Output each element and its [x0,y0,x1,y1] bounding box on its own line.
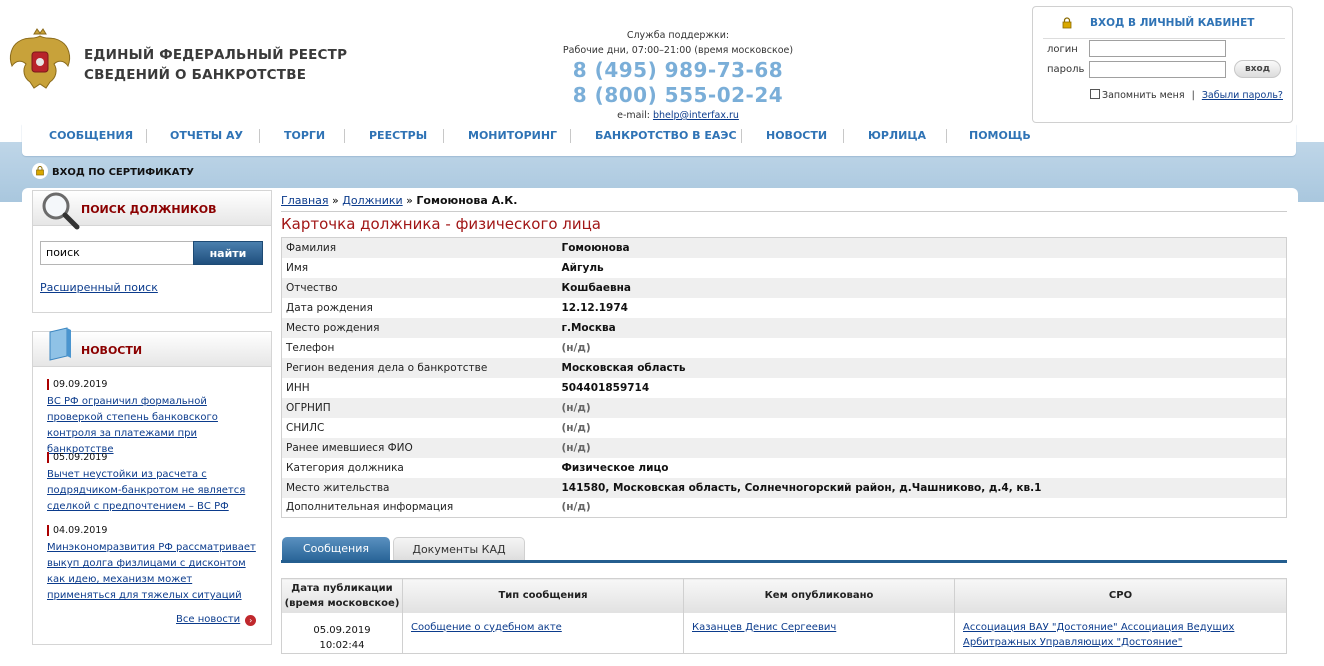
messages-table [281,578,1287,654]
info-value: (н/д) [561,341,591,354]
info-value: г.Москва [561,321,616,334]
support-phone-1: 8 (495) 989-73-68 [572,58,784,82]
info-value: (н/д) [561,501,591,514]
support-label: Служба поддержки: [626,30,730,41]
nav-news[interactable]: НОВОСТИ [766,129,828,142]
support-email [560,108,796,123]
info-key: Регион ведения дела о банкротстве [286,361,488,374]
news-link[interactable]: Минэкономразвития РФ рассматривает выкуп долга физлицами с дисконтом как идею, механизм может применяться для тяжелых ситуаций [47,542,256,601]
info-row [282,258,1287,278]
col-sro[interactable]: СРО [955,579,1287,613]
nav-au-reports[interactable]: ОТЧЕТЫ АУ [170,129,243,142]
breadcrumb-separator: » [332,194,339,207]
news-date: 04.09.2019 [47,525,107,536]
info-row [282,378,1287,398]
nav-registries[interactable]: РЕЕСТРЫ [369,129,428,142]
nav-separator [843,129,844,143]
info-row [282,478,1287,498]
site-title-line1: ЕДИНЫЙ ФЕДЕРАЛЬНЫЙ РЕЕСТР [84,47,348,63]
support-block [560,28,796,123]
message-publisher-link[interactable]: Казанцев Денис Сергеевич [692,621,837,633]
nav-separator [443,129,444,143]
login-box-header [1043,15,1285,39]
magnifier-icon [39,189,83,231]
tab-messages[interactable]: Сообщения [282,537,390,560]
info-row [282,338,1287,358]
info-row [282,298,1287,318]
remember-label[interactable]: Запомнить меня [1102,90,1185,101]
certificate-login-label: ВХОД ПО СЕРТИФИКАТУ [52,167,194,178]
nav-separator [946,129,947,143]
login-box [1032,6,1293,123]
col-message-type[interactable]: Тип сообщения [403,579,684,613]
info-key: Место рождения [286,321,380,334]
nav-separator [344,129,345,143]
info-value: Айгуль [561,261,604,274]
page-title: Карточка должника - физического лица [281,215,602,233]
search-button[interactable]: найти [193,241,263,265]
news-link[interactable]: Вычет неустойки из расчета с подрядчиком-банкротом не является сделкой с предпочтением – ВС РФ [47,469,246,512]
support-phone-2: 8 (800) 555-02-24 [572,83,784,107]
nav-eaeu-bankruptcy[interactable]: БАНКРОТСТВО В ЕАЭС [595,129,737,142]
news-book-icon [47,326,73,362]
table-row [282,613,1287,654]
debtor-search-header [33,191,271,226]
debtor-search-title: ПОИСК ДОЛЖНИКОВ [81,203,217,216]
certificate-lock-icon [32,163,48,179]
info-key: Ранее имевшиеся ФИО [286,441,413,454]
info-value: Кошбаевна [561,281,631,294]
login-title: ВХОД В ЛИЧНЫЙ КАБИНЕТ [1090,17,1255,29]
all-news-link[interactable]: Все новости [176,614,241,625]
password-input[interactable] [1089,61,1226,78]
nav-monitoring[interactable]: МОНИТОРИНГ [468,129,558,142]
message-type-link[interactable]: Сообщение о судебном акте [411,621,562,633]
tab-bar [281,536,1287,563]
debtor-search-input[interactable]: поиск [40,241,194,265]
nav-separator [146,129,147,143]
info-key: СНИЛС [286,421,325,434]
info-value: 504401859714 [561,381,650,394]
info-value: 12.12.1974 [561,301,628,314]
news-panel [32,331,272,645]
info-row [282,278,1287,298]
certificate-login[interactable] [32,163,194,179]
site-title-line2: СВЕДЕНИЙ О БАНКРОТСТВЕ [84,67,307,83]
info-value: Гомоюнова [561,241,630,254]
main-nav [22,124,1296,156]
info-key: Дополнительная информация [286,501,454,514]
nav-legal-entities[interactable]: ЮРЛИЦА [868,129,927,142]
news-date: 09.09.2019 [47,379,107,390]
breadcrumb-home[interactable]: Главная [281,194,329,207]
message-type-cell [403,613,684,654]
message-date: 05.09.2019 10:02:44 [313,624,371,651]
breadcrumb [281,194,517,207]
all-news[interactable] [176,614,256,626]
email-label: e-mail: [617,110,650,121]
support-email-link[interactable]: bhelp@interfax.ru [652,110,739,121]
info-row [282,358,1287,378]
debtor-info-table [281,237,1287,518]
info-value: Физическое лицо [561,461,669,474]
info-row [282,458,1287,478]
login-label: логин [1047,44,1078,55]
nav-help[interactable]: ПОМОЩЬ [969,129,1031,142]
message-publisher-cell [684,613,955,654]
info-key: ОГРНИП [286,401,331,414]
breadcrumb-debtors[interactable]: Должники [342,194,403,207]
info-key: Фамилия [286,241,337,254]
nav-auctions[interactable]: ТОРГИ [284,129,326,142]
news-link[interactable]: ВС РФ ограничил формальной проверкой степень банковского контроля за платежами при банкротстве [47,396,218,455]
header [0,0,1324,125]
news-title: НОВОСТИ [81,344,143,357]
advanced-search-link[interactable]: Расширенный поиск [40,281,158,294]
col-publish-date[interactable] [282,579,403,613]
site-title [84,45,347,85]
nav-messages[interactable]: СООБЩЕНИЯ [49,129,134,142]
tab-kad-documents[interactable]: Документы КАД [393,537,525,560]
remember-checkbox[interactable] [1090,89,1100,99]
news-date: 05.09.2019 [47,452,107,463]
info-row [282,418,1287,438]
remember-row [1090,89,1283,101]
coat-of-arms-icon [4,26,76,98]
info-value: (н/д) [561,441,591,454]
info-key: Дата рождения [286,301,373,314]
nav-separator [259,129,260,143]
login-button[interactable]: вход [1234,60,1281,78]
info-value: (н/д) [561,421,591,434]
info-key: Имя [286,261,309,274]
col-publish-date-line2: (время московское) [284,597,400,609]
login-separator: | [1191,90,1195,101]
breadcrumb-separator: » [406,194,413,207]
info-key: Телефон [286,341,335,354]
breadcrumb-divider [281,211,1287,212]
info-row [282,398,1287,418]
info-key: ИНН [286,381,310,394]
messages-header-row [282,579,1287,613]
info-key: Категория должника [286,461,404,474]
message-sro-link[interactable]: Ассоциация ВАУ "Достояние" Ассоциация Ведущих Арбитражных Управляющих "Достояние" [963,621,1235,648]
nav-separator [741,129,742,143]
news-header [33,332,271,367]
info-value: 141580, Московская область, Солнечногорский район, д.Чашниково, д.4, кв.1 [561,481,1042,494]
col-publish-date-line1: Дата публикации [291,582,393,594]
nav-separator [570,129,571,143]
info-value: (н/д) [561,401,591,414]
col-publisher[interactable]: Кем опубликовано [684,579,955,613]
info-key: Место жительства [286,481,390,494]
info-row [282,438,1287,458]
arrow-right-icon[interactable]: › [245,615,256,626]
info-row [282,318,1287,338]
info-key: Отчество [286,281,338,294]
breadcrumb-current: Гомоюнова А.К. [416,194,518,207]
info-row [282,498,1287,518]
debtor-search-panel [32,190,272,313]
password-label: пароль [1047,64,1085,75]
message-sro-cell [955,613,1287,654]
info-row [282,238,1287,258]
info-value: Московская область [561,361,686,374]
forgot-password-link[interactable]: Забыли пароль? [1201,90,1283,101]
support-hours: Рабочие дни, 07:00–21:00 (время московское) [562,45,794,56]
login-input[interactable] [1089,40,1226,57]
lock-icon [1061,17,1073,29]
